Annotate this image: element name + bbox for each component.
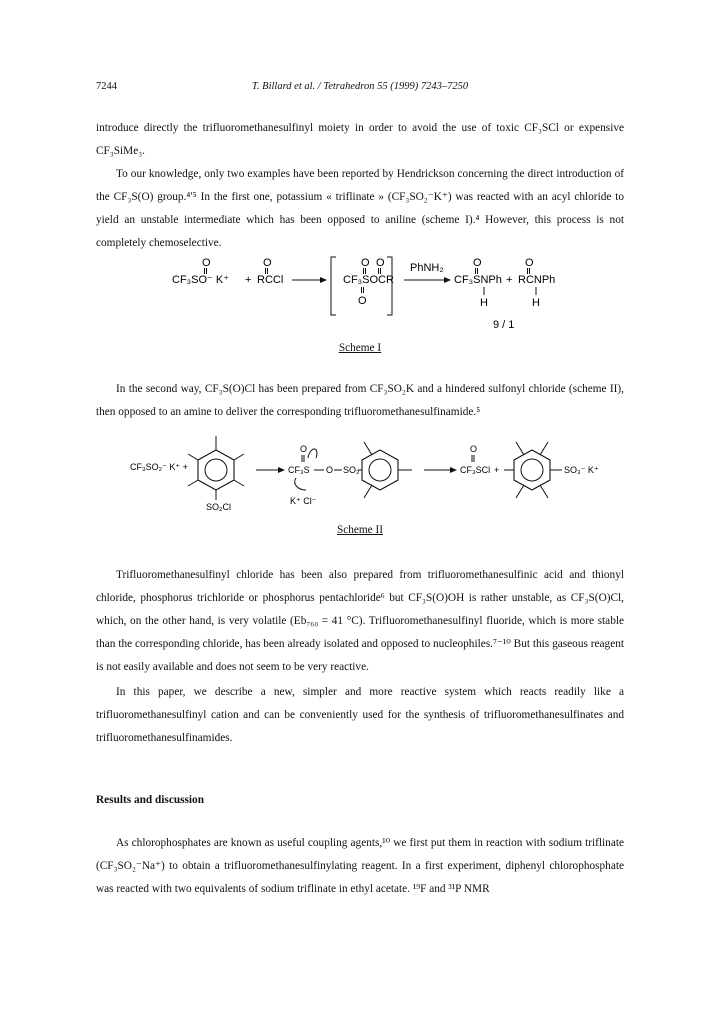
scheme1-o-label-2: O bbox=[263, 257, 272, 269]
scheme2-intermediate-so2: SO₂ bbox=[343, 465, 360, 475]
scheme1-intermediate: CF₃SOCR bbox=[343, 274, 394, 286]
scheme2-reagent1: CF₃SO₂⁻ K⁺ + bbox=[130, 462, 188, 472]
scheme-2-diagram bbox=[128, 428, 608, 520]
scheme-2-caption: Scheme II bbox=[336, 524, 384, 536]
scheme1-arrow-label: PhNH₂ bbox=[410, 262, 444, 274]
paragraph-2: To our knowledge, only two examples have been reported by Hendrickson concerning the direct introduction of the CF₃S(O) group.⁴ʹ⁵ In the first one, potassium « triflinate » (CF₃SO₂⁻K⁺) was reacted with an acyl chloride to yield an unstable intermediate which has been opposed to aniline (scheme I).⁴ However, this process is not completely chemoselective. bbox=[96, 168, 624, 249]
scheme2-intermediate-left: CF₃S bbox=[288, 465, 310, 475]
scheme1-product1: CF₃SNPh bbox=[454, 274, 502, 286]
paragraph-4: Trifluoromethanesulfinyl chloride has been also prepared from trifluoromethanesulfinic acid and thionyl chloride, phosphorus trichloride or phosphorus pentachloride⁶ but CF₃S(O)OH is rather unstable, as CF₃S(O)Cl, which, on the other hand, is very volatile (Eb₇₆₀ = 41 °C). Trifluoromethanesulfinyl fluoride, which is more stable than the corresponding chloride, has been already isolated and opposed to nucleophiles.⁷⁻¹⁰ But this gaseous reagent is not easily available and does not seem to be very reactive. bbox=[96, 569, 624, 673]
scheme-1-diagram bbox=[170, 255, 570, 335]
scheme1-o-label: O bbox=[202, 257, 211, 269]
scheme2-intermediate-o: O bbox=[300, 444, 308, 454]
paragraph-5: In this paper, we describe a new, simpler and more reactive system which reacts readily like a trifluoromethanesulfinyl cation and can be conveniently used for the synthesis of trifluoromethanesulfinates and trifluoromethanesulfinamides. bbox=[96, 686, 624, 744]
scheme1-reagent1: CF₃SO⁻ K⁺ bbox=[172, 274, 230, 286]
scheme1-plus-2: + bbox=[506, 274, 513, 286]
scheme1-h-label: H bbox=[480, 297, 488, 309]
scheme1-o-label-5: O bbox=[358, 295, 367, 307]
scheme1-o-label-6: O bbox=[473, 257, 482, 269]
scheme2-product1: CF₃SCl bbox=[460, 465, 491, 475]
journal-citation: T. Billard et al. / Tetrahedron 55 (1999) 7243–7250 bbox=[251, 81, 469, 92]
scheme-1-caption: Scheme I bbox=[338, 342, 382, 354]
paragraph-6: As chlorophosphates are known as useful coupling agents,¹⁰ we first put them in reaction with sodium triflinate (CF₃SO₂⁻Na⁺) to obtain a trifluoromethanesulfinylating reagent. In a first experiment, diphenyl chlorophosphate was reacted with two equivalents of sodium triflinate in ethyl acetate. ¹⁹F and ³¹P NMR bbox=[96, 837, 624, 895]
scheme1-product2: RCNPh bbox=[518, 274, 556, 286]
scheme2-product1-o: O bbox=[470, 444, 478, 454]
scheme1-reagent2: RCCl bbox=[257, 274, 284, 286]
scheme1-o-label-3: O bbox=[361, 257, 370, 269]
scheme2-plus: + bbox=[494, 465, 500, 475]
scheme2-intermediate-o-2: O bbox=[326, 465, 334, 475]
scheme1-h-label-2: H bbox=[532, 297, 540, 309]
scheme1-o-label-7: O bbox=[525, 257, 534, 269]
scheme1-o-label-4: O bbox=[376, 257, 385, 269]
paragraph-3: In the second way, CF₃S(O)Cl has been prepared from CF₃SO₂K and a hindered sulfonyl chloride (scheme II), then opposed to an amine to deliver the corresponding trifluoromethanesulfinamide.⁵ bbox=[96, 383, 624, 418]
paragraph-1: introduce directly the trifluoromethanesulfinyl moiety in order to avoid the use of toxic CF₃SCl or expensive CF₃SiMe₃. bbox=[96, 122, 624, 157]
scheme1-ratio: 9 / 1 bbox=[493, 319, 515, 331]
page-number: 7244 bbox=[96, 81, 117, 92]
scheme1-plus: + bbox=[245, 274, 252, 286]
scheme2-product2: SO₃⁻ K⁺ bbox=[564, 465, 599, 475]
section-heading: Results and discussion bbox=[96, 794, 204, 806]
scheme2-sulfonyl: SO₂Cl bbox=[206, 502, 231, 512]
scheme2-counterion: K⁺ Cl⁻ bbox=[290, 496, 317, 506]
